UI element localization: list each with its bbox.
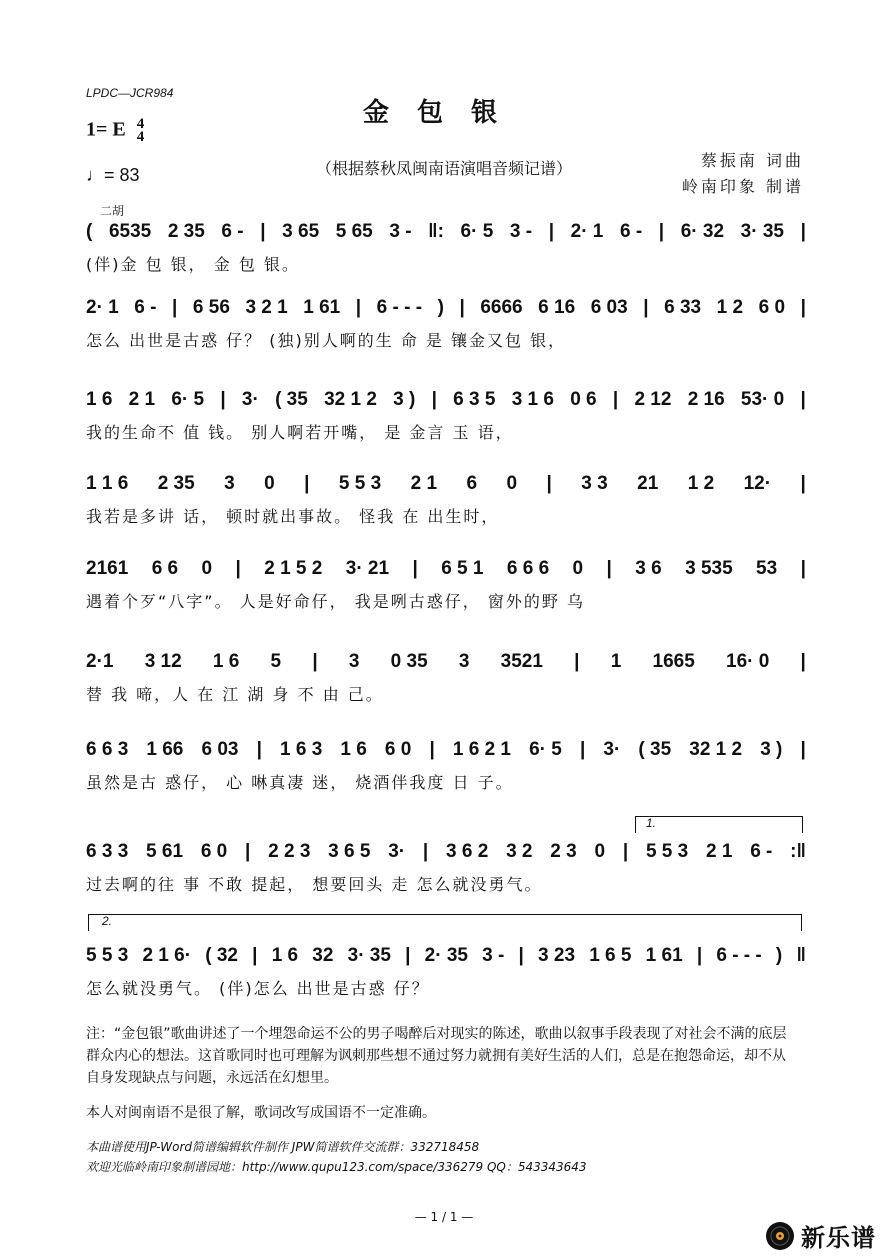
notation-line	[86, 836, 806, 868]
barline: |	[260, 221, 266, 242]
note-group: 21	[637, 473, 659, 494]
note-group: 6 0	[758, 297, 786, 318]
note-group: 1 6 5	[589, 945, 632, 966]
disclaimer-text: 本人对闽南语不是很了解，歌词改写成国语不一定准确。	[86, 1105, 436, 1121]
note-group: 3 12	[144, 651, 182, 672]
score-credit: 岭南印象 制谱	[681, 177, 804, 196]
note-group: 3 23	[538, 945, 576, 966]
note-group: 2 1	[705, 841, 733, 862]
note-group: 6666	[480, 297, 523, 318]
lyrics-line: 怎么就没勇气。 (伴)怎么 出世是古惑 仔？	[86, 979, 430, 998]
page-number: — 1 / 1 —	[414, 1210, 474, 1224]
note-group: 2· 35	[424, 945, 468, 966]
note-group: 3 )	[393, 389, 416, 410]
note-group: 16· 0	[726, 651, 770, 672]
barline: |	[800, 297, 806, 318]
key-signature	[86, 118, 144, 144]
barline: |	[800, 558, 806, 579]
barline: |	[220, 389, 226, 410]
note-group: 1 6	[340, 739, 367, 760]
note-group: 2·1	[86, 651, 114, 672]
time-signature	[137, 118, 145, 144]
note-group: 6 0	[384, 739, 412, 760]
note-group: 2 1 6·	[142, 945, 192, 966]
lyrics-music-credit: 蔡振南 词曲	[700, 151, 804, 170]
notation-line	[86, 216, 806, 248]
note-group: 3 65	[282, 221, 320, 242]
note-group: 3· 35	[347, 945, 391, 966]
note-group: 3	[348, 651, 360, 672]
note-group: 6535	[108, 221, 152, 242]
note-group: 5 5 3	[86, 945, 129, 966]
barline: |	[546, 473, 552, 494]
note-group: 2161	[86, 558, 129, 579]
note-group: 6· 5	[171, 389, 205, 410]
note-group: 1 6	[271, 945, 299, 966]
barline: |	[172, 297, 178, 318]
barline: :‖	[790, 841, 806, 862]
website-credit: 欢迎光临岭南印象制谱园地：http://www.qupu123.com/space/336279 QQ：543343643	[86, 1160, 587, 1174]
vinyl-record-icon	[765, 1221, 795, 1251]
note-group: 1 2	[716, 297, 744, 318]
barline: |	[800, 473, 806, 494]
barline: |	[256, 739, 262, 760]
note-group: 0	[572, 558, 584, 579]
note-group: 32	[312, 945, 334, 966]
subtitle: （根据蔡秋凤闽南语演唱音频记谱）	[315, 159, 572, 178]
notation-line	[86, 384, 806, 416]
footnote-text: 注：“金包银”歌曲讲述了一个埋怨命运不公的男子喝醉后对现实的陈述，歌曲以叙事手段表现了对社会不满的底层群众内心的想法。这首歌同时也可理解为讽刺那些想不通过努力就拥有美好生活的人们，总是在抱怨命运，却不从自身发现缺点与问题，永远活在幻想里。	[86, 1026, 787, 1086]
note-group: 3 6 2	[446, 841, 489, 862]
note-group: 6 56	[192, 297, 230, 318]
note-group: 6 5 1	[441, 558, 484, 579]
lyrics-line: 遇着个歹“八字”。 人是好命仔， 我是咧古惑仔， 窗外的野 乌	[86, 592, 585, 611]
first-ending-label: 1.	[646, 816, 657, 830]
note-group: 3 1 6	[511, 389, 554, 410]
note-group: 32 1 2	[324, 389, 377, 410]
note-group: 1 6 2 1	[452, 739, 511, 760]
note-group: 1	[610, 651, 622, 672]
note-group: 6 03	[201, 739, 239, 760]
note-group: 3· 35	[740, 221, 784, 242]
barline: |	[800, 739, 806, 760]
note-group: 6 -	[619, 221, 643, 242]
lyrics-line: (伴)金 包 银， 金 包 银。	[86, 255, 300, 274]
key-label: 1= E	[86, 118, 126, 141]
second-ending-label: 2.	[102, 914, 113, 928]
note-group: 1 61	[303, 297, 341, 318]
note-group: 2 16	[687, 389, 725, 410]
note-group: 0	[594, 841, 606, 862]
barline: |	[622, 841, 629, 862]
note-group: 1 1 6	[86, 473, 129, 494]
barline: |	[800, 221, 806, 242]
notation-line	[86, 553, 806, 585]
meter-bottom: 4	[136, 129, 145, 145]
note-group: 6 6 3	[86, 739, 129, 760]
barline: |	[518, 945, 524, 966]
lyrics-line: 过去啊的往 事 不敢 提起， 想要回头 走 怎么就没勇气。	[86, 875, 543, 894]
note-group: 1 6 3	[280, 739, 323, 760]
note-group: 5 5 3	[645, 841, 689, 862]
second-ending-bracket	[88, 914, 802, 931]
meter-top: 4	[136, 116, 145, 132]
barline: |	[355, 297, 362, 318]
note-group: 6· 5	[529, 739, 562, 760]
note-group: ( 35	[275, 389, 308, 410]
note-group: )	[775, 945, 783, 966]
note-group: 3 6 5	[328, 841, 371, 862]
note-group: 3·	[388, 841, 406, 862]
note-group: 2· 1	[570, 221, 604, 242]
note-group: )	[437, 297, 444, 318]
barline: |	[579, 739, 586, 760]
barline: ‖:	[428, 221, 444, 242]
barline: |	[405, 945, 411, 966]
score-code: LPDC—JCR984	[86, 86, 174, 100]
note-group: 5 61	[146, 841, 184, 862]
lyrics-line: 我若是多讲 话， 顿时就出事故。 怪我 在 出生时，	[86, 507, 500, 526]
logo-text: 新乐谱	[801, 1224, 876, 1252]
note-group: 1 2	[687, 473, 715, 494]
note-group: 5 65	[335, 221, 373, 242]
barline: |	[304, 473, 310, 494]
barline: |	[431, 389, 437, 410]
note-group: 3 -	[482, 945, 505, 966]
barline: |	[312, 651, 318, 672]
note-group: 6 03	[590, 297, 628, 318]
note-group: 0	[201, 558, 213, 579]
note-group: 2 35	[157, 473, 195, 494]
note-group: 3·	[603, 739, 621, 760]
barline: |	[252, 945, 258, 966]
first-ending-bracket	[635, 816, 803, 833]
note-group: 1665	[652, 651, 695, 672]
note-group: 3 2	[506, 841, 533, 862]
notation-line	[86, 734, 806, 766]
tempo-marking: ♩= 83	[86, 165, 140, 185]
note-group: 6 - - -	[716, 945, 762, 966]
barline: |	[548, 221, 555, 242]
barline: |	[422, 841, 429, 862]
note-group: 3 535	[685, 558, 733, 579]
barline: |	[245, 841, 251, 862]
note-group: 2 35	[167, 221, 205, 242]
note-group: 3· 21	[345, 558, 390, 579]
note-group: 53	[756, 558, 778, 579]
notation-line	[86, 292, 806, 324]
note-group: 53· 0	[740, 389, 785, 410]
note-group: 32 1 2	[689, 739, 743, 760]
note-group: ( 35	[638, 739, 672, 760]
note-group: 6 33	[664, 297, 702, 318]
note-group: 5	[270, 651, 282, 672]
note-group: 12·	[743, 473, 772, 494]
note-group: 6· 5	[460, 221, 494, 242]
barline: |	[800, 389, 806, 410]
barline: |	[696, 945, 703, 966]
note-group: 6 -	[221, 221, 244, 242]
note-group: 2 1	[410, 473, 438, 494]
barline: |	[412, 558, 418, 579]
note-group: 2 1	[128, 389, 156, 410]
notation-line	[86, 646, 806, 678]
note-group: (	[86, 221, 93, 242]
note-group: 6 -	[134, 297, 157, 318]
note-group: 1 66	[146, 739, 184, 760]
note-group: 6	[466, 473, 478, 494]
note-group: 6· 32	[680, 221, 725, 242]
note-group: 6 6 6	[506, 558, 550, 579]
barline: ‖	[796, 945, 806, 966]
note-group: 3·	[241, 389, 259, 410]
note-group: 2 3	[550, 841, 577, 862]
note-group: 0 6	[570, 389, 597, 410]
note-group: 3 -	[389, 221, 412, 242]
note-group: 2· 1	[86, 297, 119, 318]
lyrics-line: 我的生命不 值 钱。 别人啊若开嘴， 是 金言 玉 语，	[86, 423, 514, 442]
site-logo[interactable]	[765, 1218, 876, 1253]
lyrics-line: 怎么 出世是古惑 仔？ (独)别人啊的生 命 是 镶金又包 银，	[86, 331, 567, 350]
note-group: 0	[264, 473, 275, 494]
barline: |	[800, 651, 806, 672]
barline: |	[606, 558, 612, 579]
note-group: 0 35	[390, 651, 428, 672]
note-group: 3	[224, 473, 235, 494]
notation-line	[86, 468, 806, 500]
barline: |	[574, 651, 580, 672]
note-group: 2 12	[634, 389, 672, 410]
instrument-label: 二胡	[100, 204, 125, 218]
note-group: 6 16	[538, 297, 576, 318]
software-credit: 本曲谱使用JP-Word简谱编辑软件制作 JPW简谱软件交流群：332718458	[86, 1140, 480, 1154]
barline: |	[235, 558, 241, 579]
barline: |	[429, 739, 435, 760]
barline: |	[459, 297, 465, 318]
note-group: 3 2 1	[245, 297, 288, 318]
note-group: 0	[506, 473, 518, 494]
note-group: 2 2 3	[268, 841, 311, 862]
note-group: 1 6	[86, 389, 113, 410]
note-group: 3 )	[760, 739, 783, 760]
barline: |	[658, 221, 665, 242]
note-group: 6 0	[200, 841, 228, 862]
note-group: 3 6	[635, 558, 662, 579]
note-group: ( 32	[205, 945, 238, 966]
note-group: 3521	[500, 651, 543, 672]
note-group: 3	[458, 651, 470, 672]
barline: |	[643, 297, 649, 318]
notation-line	[86, 940, 806, 972]
note-group: 3 -	[509, 221, 533, 242]
note-group: 6 -	[750, 841, 773, 862]
song-title: 金包银	[362, 98, 525, 128]
note-group: 6 6	[151, 558, 179, 579]
lyrics-line: 替 我 啼，人 在 江 湖 身 不 由 己。	[86, 685, 384, 704]
note-group: 1 6	[212, 651, 240, 672]
lyrics-line: 虽然是古 惑仔， 心 啉真凄 迷， 烧酒伴我度 日 子。	[86, 773, 514, 792]
note-group: 6 3 3	[86, 841, 129, 862]
note-group: 6 - - -	[376, 297, 423, 318]
note-group: 2 1 5 2	[264, 558, 323, 579]
note-group: 5 5 3	[338, 473, 382, 494]
note-group: 6 3 5	[453, 389, 496, 410]
note-group: 3 3	[581, 473, 608, 494]
barline: |	[612, 389, 619, 410]
note-group: 1 61	[645, 945, 683, 966]
